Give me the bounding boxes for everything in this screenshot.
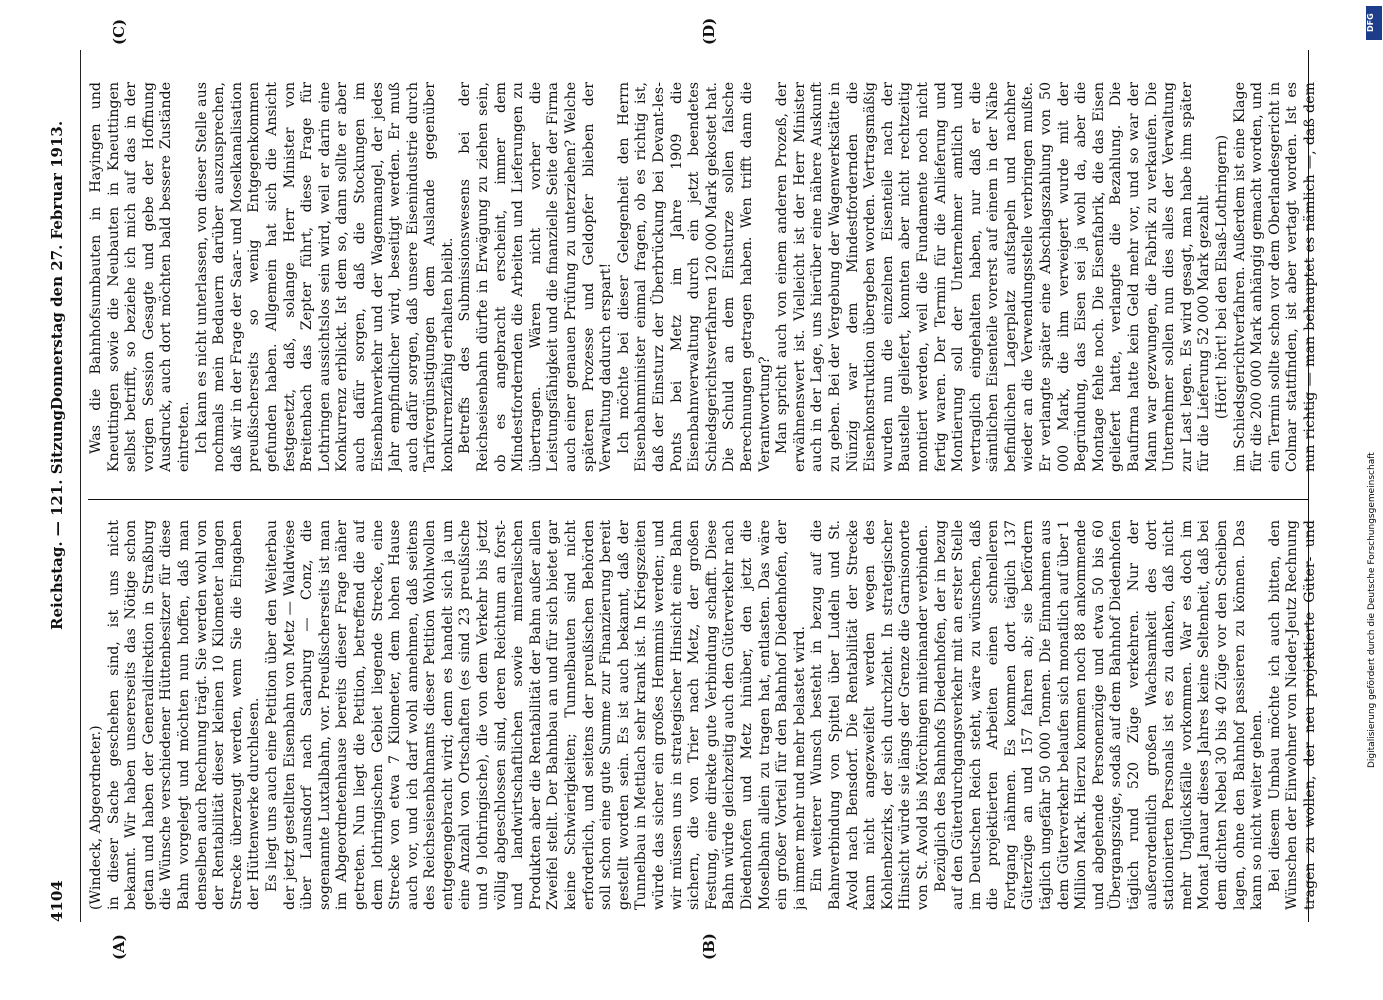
paragraph: Ein weiterer Wunsch besteht in bezug auf die Bahnverbindung von Spittel über Ludeln und St. Avold nach Bensdorf. Die Rentabilität der Strecke kann nicht angezweifelt werden wegen des Kohlenbezirks, der sich durchzieht. In strategischer Hinsicht würde sie längs der Grenze die Garnisonorte von St. Avold bis Mörchingen miteinander verbinden.	[809, 520, 931, 910]
header-date: Donnerstag den 27. Februar 1913.	[48, 120, 66, 410]
margin-marker-d: (D)	[700, 17, 718, 45]
column-left	[88, 520, 1318, 910]
page-number: 4104	[48, 880, 66, 922]
footer-rule	[1308, 50, 1309, 922]
paragraph: Was die Bahnhofsumbauten in Hayingen und Kneuttingen sowie die Neubauten in Kneuttingen selbst betrifft, so beziehe ich mich auf das in der vorigen Session Gesagte und gebe der Hoffnung Ausdruck, auch dort möchten bald bessere Zustände eintreten.	[88, 82, 192, 472]
margin-marker-b: (B)	[700, 933, 718, 960]
column-right	[88, 82, 1318, 472]
column-divider	[88, 499, 1308, 500]
paragraph: Ich möchte bei dieser Gelegenheit den Herrn Eisenbahnminister einmal fragen, ob es richtig ist, daß der Einsturz der Überbrückung bei Devant-les-Ponts bei Metz im Jahre 1909 die Eisenbahnverwaltung durch ein jetzt beendetes Schiedsgerichtsverfahren 120 000 Mark gekostet hat. Die Schuld an dem Einsturze sollen falsche Berechnungen getragen haben. Wen trifft dann die Verantwortung?	[615, 82, 773, 472]
speaker-line: (Windeck, Abgeordneter.)	[88, 725, 104, 910]
interjection: (Hört! hört! bei den Elsaß-Lothringern)	[1214, 134, 1230, 420]
paragraph: Man spricht auch von einem anderen Prozeß, der erwähnenswert ist. Vielleicht ist der Herr Minister auch in der Lage, uns hierüber eine nähere Auskunft zu geben. Bei der Vergebung der Wagenwerkstätte in Nünzig war dem Mindestfordernden die Eisenkonstruktion übergeben worden. Vertragsmäßig wurden nun die einzelnen Eisenteile nach der Baustelle geliefert, konnten aber nicht rechtzeitig montiert werden, weil die Fundamente noch nicht fertig waren. Der Termin für die Anlieferung und Montierung soll der Unternehmer amtlich und vertraglich eingehalten haben, nur daß er die sämtlichen Eisenteile vorerst auf einem in der Nähe befindlichen Lagerplatz aufstapeln und nachher wieder an die Verwendungsstelle verbringen mußte. Er verlangte später eine Abschlagszahlung von 50 000 Mark, die ihm verweigert wurde mit der Begründung, das Eisen sei ja wohl da, aber die Montage fehle noch. Die Eisenfabrik, die das Eisen geliefert hatte, verlangte die Bezahlung. Die Baufirma hatte kein Geld mehr vor, und so war der Mann war gezwungen, die Fabrik zu verkaufen. Die Unternehmer sollen nun dies alles der Verwaltung zur Last legen. Es wird gesagt, man habe ihm später für die Lieferung 52 000 Mark gezahlt	[774, 82, 1213, 472]
page-header	[38, 50, 78, 930]
header-rule	[80, 50, 81, 922]
paragraph: Betreffs des Submissionswesens bei der Reichseisenbahn dürfte in Erwägung zu ziehen sein, ob es angebracht erscheint, immer dem Mindestfordernden die Arbeiten und Lieferungen zu übertragen. Wären nicht vorher die Leistungsfähigkeit und die finanzielle Seite der Firma auch einer genauen Prüfung zu unterziehen? Welche späteren Prozesse und Geldopfer blieben der Verwaltung dadurch erspart!	[457, 82, 615, 472]
header-title: Reichstag. — 121. Sitzung.	[48, 404, 66, 630]
digitization-credit: Digitalisierung gefördert durch die Deutsche Forschungsgemeinschaft	[1367, 452, 1377, 768]
paragraph: Bezüglich des Bahnhofs Diedenhofen, der in bezug auf den Güterdurchgangsverkehr mit an erster Stelle im Deutschen Reich steht, wäre zu wünschen, daß die projektierten Arbeiten einen schnelleren Fortgang nähmen. Es kommen dort täglich 137 Güterzüge an und 157 fahren ab; sie befördern täglich ungefähr 50 000 Tonnen. Die Einnahmen aus dem Güterverkehr belaufen sich monatlich auf über 1 Million Mark. Hierzu kommen noch 88 ankommende und abgehende Personenzüge und etwa 50 bis 60 Übergangszüge, sodaß auf dem Bahnhof Diedenhofen täglich rund 520 Züge verkehren. Nur der außerordentlich großen Wachsamkeit des dort stationierten Personals ist es zu danken, daß nicht mehr Unglücksfälle vorkommen. War es doch im Monat Januar dieses Jahres keine Seltenheit, daß bei dem dichten Nebel 30 bis 40 Züge vor den Scheiben lagen, ohne den Bahnhof passieren zu können. Das kann so nicht weiter gehen.	[932, 520, 1266, 910]
dfg-logo: DFG	[1366, 6, 1382, 40]
paragraph: im Schiedsgerichtverfahren. Außerdem ist eine Klage für die 200 000 Mark anhängig gemacht worden, und ein Termin sollte schon vor dem Oberlandesgericht in Colmar stattfinden, ist aber vertagt worden. Ist es nun richtig — man behauptet es nämlich —, daß dem	[1231, 82, 1318, 472]
paragraph: Es liegt uns auch eine Petition über den Weiterbau der jetzt gestellten Eisenbahn von Metz — Waldwiese über Launsdorf nach Saarburg — Conz, die sogenannte Luxtalbahn, vor. Preußischerseits ist man im Abgeordnetenhause bereits dieser Frage näher getreten. Nun liegt die Petition, betreffend die auf dem lothringischen Gebiet liegende Strecke, eine Strecke von etwa 7 Kilometer, dem hohen Hause auch vor, und ich darf wohl annehmen, daß seitens des Reichseisenbahnamts dieser Petition Wohlwollen entgegengebracht wird; denn es handelt sich ja um eine Anzahl von Ortschaften (es sind 23 preußische und 9 lothringische), die von dem Verkehr bis jetzt völlig abgeschlossen sind, deren Reichtum an forst- und landwirtschaftlichen sowie mineralischen Produkten aber die Rentabilität der Bahn außer allen Zweifel stellt. Der Bahnbau an und für sich bietet gar keine Schwierigkeiten; Tunnelbauten sind nicht erforderlich, und seitens der preußischen Behörden soll schon eine gute Summe zur Finanzierung bereit gestellt worden sein. Es ist auch bekannt, daß der Tunnelbau in Mettlach sehr krank ist. In Kriegszeiten würde das sicher ein großes Hemmnis werden; und wir müssen uns in strategischer Hinsicht eine Bahn sichern, die von Trier nach Metz, der großen Festung, eine direkte gute Verbindung schafft. Diese Bahn würde gleichzeitig auch den Güterverkehr nach Diedenhofen und Metz hinüber, den jetzt die Moselbahn allein zu tragen hat, entlasten. Das wäre ein großer Vorteil für den Bahnhof Diedenhofen, der ja immer mehr und mehr belastet wird.	[263, 520, 808, 910]
paragraph: in dieser Sache geschehen sind, ist uns nicht bekannt. Wir haben unsererseits das Nötige schon getan und haben der Generaldirektion in Straßburg die Wünsche verschiedener Hüttenbesitzer für diese Bahn vorgelegt und möchten nun hoffen, daß man denselben auch Rechnung trägt. Sie werden wohl von der Rentabilität dieser kleinen 10 Kilometer langen Strecke überzeugt werden, wenn Sie die Eingaben der Hüttenwerke durchlesen.	[105, 520, 263, 910]
paragraph: Ich kann es nicht unterlassen, von dieser Stelle aus nochmals mein Bedauern darüber auszusprechen, daß wir in der Frage der Saar- und Moselkanalisation preußischerseits so wenig Entgegenkommen gefunden haben. Allgemein hat sich die Ansicht festgesetzt, daß, solange Herr Minister von Breitenbach das Zepter führt, diese Frage für Lothringen aussichtslos sein wird, weil er darin eine Konkurrenz erblickt. Ist dem so, dann sollte er aber auch dafür sorgen, daß die Stockungen im Eisenbahnverkehr und der Wagenmangel, der jedes Jahr empfindlicher wird, beseitigt werden. Er muß auch dafür sorgen, daß unsere Eisenindustrie durch Tarifvergünstigungen dem Auslande gegenüber konkurrenzfähig erhalten bleibt.	[193, 82, 456, 472]
margin-marker-c: (C)	[110, 18, 128, 45]
paragraph: Bei diesem Umbau möchte ich auch bitten, den Wünschen der Einwohner von Nieder-Jeutz Rechnung tragen zu wollen, der neu projektierte Güter- und	[1266, 520, 1318, 910]
margin-marker-a: (A)	[110, 934, 128, 960]
